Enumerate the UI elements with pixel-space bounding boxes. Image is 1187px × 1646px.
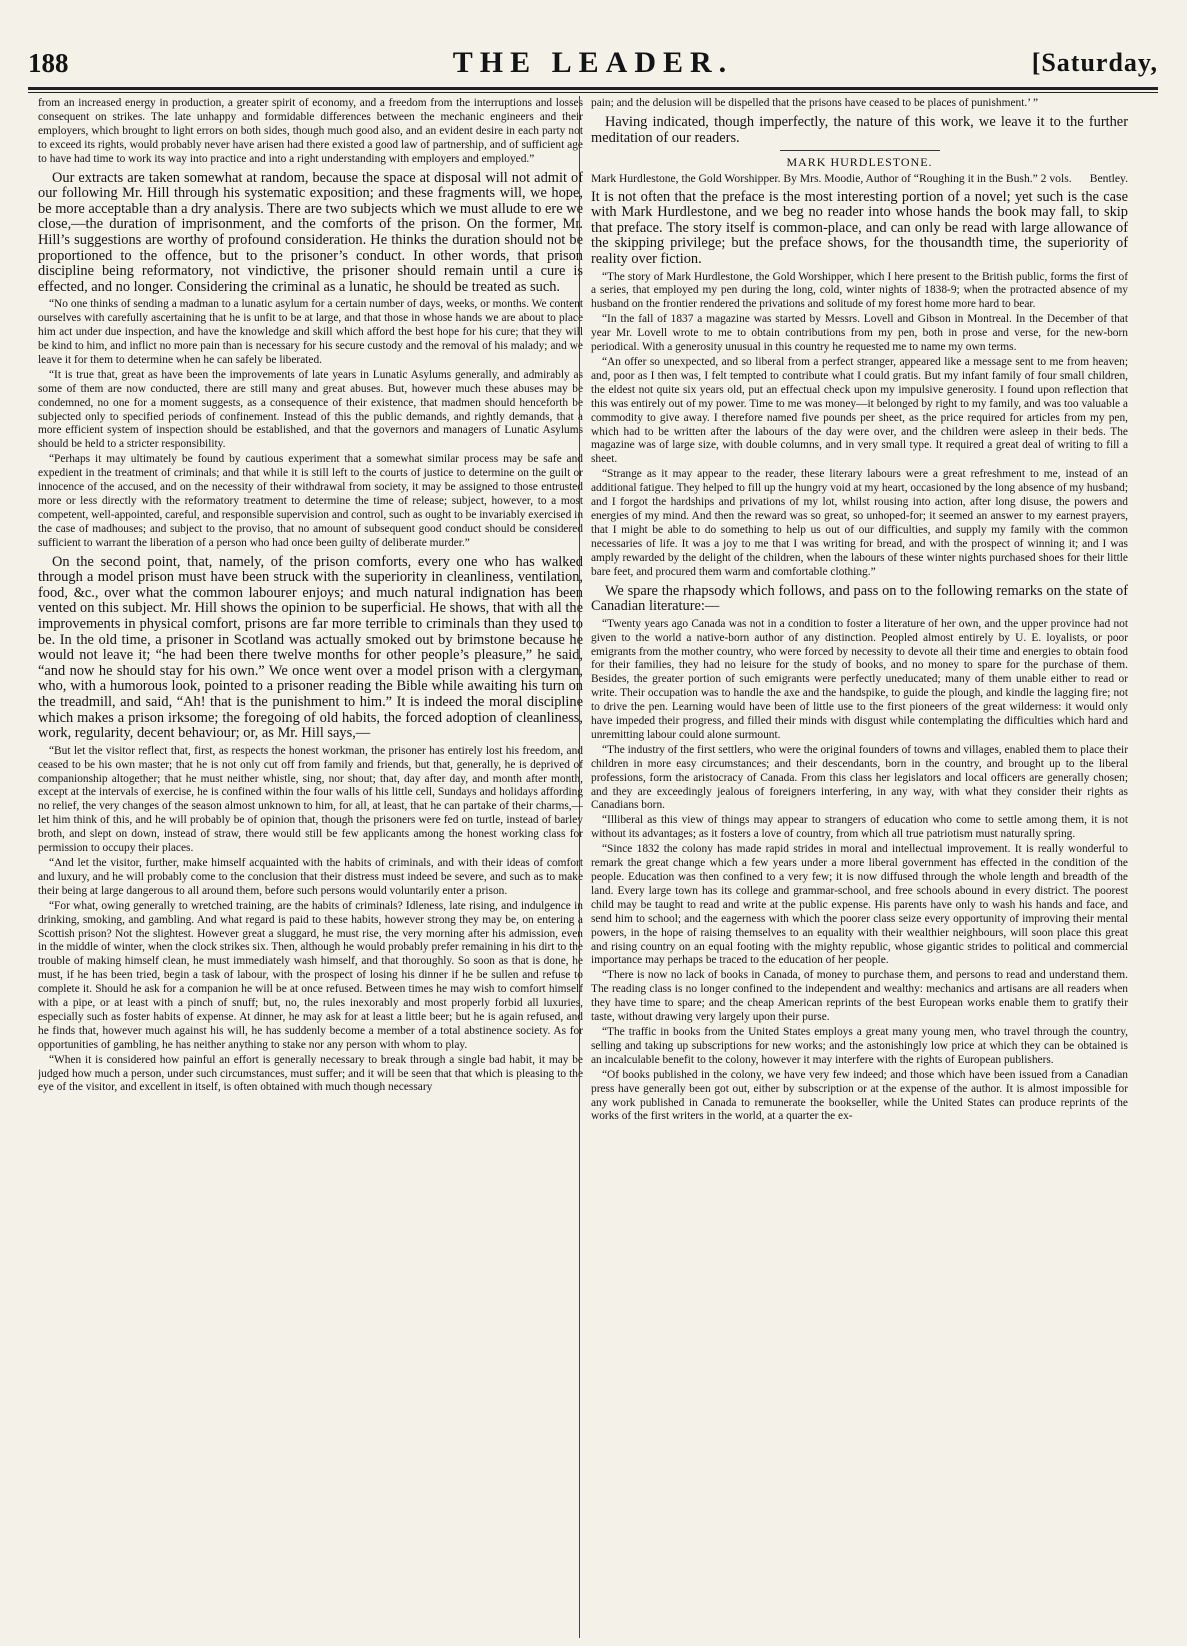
quoted-paragraph: “Perhaps it may ultimately be found by cautious experiment that a somewhat similar process may be safe and expedient in the treatment of criminals; and that while it is still left to the courts of justice to determine on the guilt or innocence of the accused, and on the necessity of their withdrawal from society, it may be assigned to those entrusted more or less directly with the reformatory treatment to determine the time of release; subject, however, to a most competent, well-appointed, careful, and responsible supervision and control, such as ought to be invariably exercised in the case of madhouses; and subject to the proviso, that no amount of subsequent good conduct should be considered sufficient to warrant the liberation of a person who had once been guilty of deliberate murder.”	[38, 453, 583, 549]
body-paragraph: Having indicated, though imperfectly, the nature of this work, we leave it to the further meditation of our readers.	[591, 113, 1128, 146]
page-number: 188	[28, 48, 69, 78]
quoted-paragraph: “In the fall of 1837 a magazine was started by Messrs. Lovell and Gibson in Montreal. In the December of that year Mr. Lovell wrote to me to obtain contributions from my pen, both in prose and verse, for the new-born periodical. With a generosity unusual in this country he requested me to name my own terms.	[591, 313, 1128, 354]
quoted-paragraph: “Since 1832 the colony has made rapid strides in moral and intellectual improvement. It is really wonderful to remark the great change which a few years under a more liberal government has effected in the condition of the people. Education was then confined to a very few; it is now diffused through the whole length and breadth of the land. Every large town has its college and grammar-school, and free schools abound in every district. The poorest child may be taught to read and write at the public expense. His parents have only to wash his hands and face, and send him to school; and the eagerness with which the poorer class seize every opportunity of improving their mental powers, in the hope of raising themselves to an equality with their wealthier neighbours, will soon place this great and rising country on an equal footing with the mighty republic, whose gigantic strides to political and commercial importance may perhaps be traced to the education of her people.	[591, 843, 1128, 967]
quoted-paragraph: pain; and the delusion will be dispelled that the prisons have ceased to be places of punishment.’ ”	[591, 97, 1039, 109]
quoted-paragraph: “Illiberal as this view of things may appear to strangers of education who come to settle among them, it is not without its advantages; as it fosters a love of country, from which all true patriotism must naturally spring.	[591, 814, 1128, 841]
left-column	[38, 97, 583, 1637]
newspaper-title: THE LEADER.	[452, 46, 734, 79]
right-column	[591, 97, 1128, 1637]
book-title-line: Mark Hurdlestone, the Gold Worshipper. By Mrs. Moodie, Author of “Roughing it in the Bush.” 2 vols.	[591, 172, 1072, 186]
body-paragraph: Our extracts are taken somewhat at random, because the space at disposal will not admit of our following Mr. Hill through his systematic exposition; and these fragments will, we hope, be more acceptable than a dry analysis. There are two subjects which we must allude to ere we close,—the duration of imprisonment, and the comforts of the prison. On the former, Mr. Hill’s suggestions are worthy of profound consideration. He thinks the duration should not be proportioned to the offence, but to the prisoner’s conduct. In other words, that prison discipline being reformatory, not vindictive, the prisoner should remain until a cure is effected, and no longer. Considering the criminal as a lunatic, he should be treated as such.	[38, 169, 583, 295]
body-paragraph: It is not often that the preface is the most interesting portion of a novel; yet such is the case with Mark Hurdlestone, and we beg no reader into whose hands the book may fall, to skip that preface. The story itself is common-place, and can only be read with large allowance of the skipping privilege; but the preface shows, for the thousandth time, the superiority of reality over fiction.	[591, 188, 1128, 267]
masthead	[28, 48, 1158, 88]
quoted-paragraph: “An offer so unexpected, and so liberal from a perfect stranger, appeared like a message sent to me from heaven; and, poor as I then was, I felt tempted to contribute what I could gratis. But my infant family of four small children, the eldest not quite six years old, put an effectual check upon my impulsive generosity. I found upon reflection that this was entirely out of my power. Time to me was money—it belonged by right to my family, and was too valuable a commodity to give away. I therefore named five pounds per sheet, as the price required for articles from my pen, which had to be written after the labours of the day were over, and the children were asleep in their beds. The magazine was of large size, with double columns, and in very small type. It required a great deal of writing to fill a sheet.	[591, 356, 1128, 466]
quoted-paragraph: “Twenty years ago Canada was not in a condition to foster a literature of her own, and the upper province had not given to the world a native-born author of any distinction. Peopled almost entirely by U. E. loyalists, or poor emigrants from the mother country, who were forced by necessity to devote all their time and energies to obtain food for their families, they had no leisure for the study of books, and no money to spare for the purchase of them. Besides, the greater portion of such emigrants were perfectly uneducated; many of them unable either to read or write. Their occupation was to handle the axe and the handspike, to guide the plough, and kindle the lagging fire; not to drive the pen. Learning would have been of little use to the first pioneers of the great wilderness: it would only have impeded their progress, and filled their minds with disgust while contemplating the difficulties which hard and unremitting labour could alone surmount.	[591, 617, 1128, 741]
quoted-paragraph: from an increased energy in production, a greater spirit of economy, and a freedom from the interruptions and losses consequent on strikes. The late unhappy and formidable differences between the mechanic engineers and their employers, which brought to light errors on both sides, though much good also, and an evident desire in each party not to exceed its rights, would probably never have arisen had there existed a good law of partnership, and of sufficient age to have had time to work its way into practice and into a right understanding with employers and employed.”	[38, 97, 583, 165]
body-paragraph: On the second point, that, namely, of the prison comforts, every one who has walked through a model prison must have been struck with the superiority in cleanliness, ventilation, food, &c., over what the common labourer enjoys; and much natural indignation has been vented on this subject. Mr. Hill shows the opinion to be superficial. He shows, that with all the improvements in physical comfort, prisons are far more terrible to criminals than they used to be. In the old time, a prisoner in Scotland was actually smoked out by brimstone because he would not leave it; “he had been there twelve months for other people’s pleasure,” he said, “and now he should stay for his own.” We once went over a model prison with a clergyman, who, with a humorous look, pointed to a prisoner reading the Bible while awaiting his turn on the treadmill, and said, “Ah! that is the punishment to him.” It is indeed the moral discipline which makes a prison irksome; the foregoing of old habits, the forced adoption of cleanliness, work, regularity, decent behaviour; or, as Mr. Hill says,—	[38, 553, 583, 742]
quoted-paragraph: “And let the visitor, further, make himself acquainted with the habits of criminals, and with their ideas of comfort and luxury, and he will probably come to the conclusion that their distress must indeed be severe, and such as to make their being at large dangerous to all around them, before such persons would voluntarily enter a prison.	[38, 856, 583, 897]
quoted-paragraph: “There is now no lack of books in Canada, of money to purchase them, and persons to read and understand them. The reading class is no longer confined to the independent and wealthy: mechanics and artisans are all readers when they have time to spare; and the cheap American reprints of the best European works enable them to gratify their taste, without drawing very largely upon their purse.	[591, 969, 1128, 1024]
body-paragraph: We spare the rhapsody which follows, and pass on to the following remarks on the state of Canadian literature:—	[591, 582, 1128, 615]
quoted-paragraph: “The industry of the first settlers, who were the original founders of towns and villages, enabled them to place their children in more easy circumstances; and their descendants, born in the country, and brought up to the liberal professions, form the aristocracy of Canada. From this class her legislators and local officers are generally chosen; and they are exceedingly jealous of foreigners interfering, in any way, with what they consider their rights as Canadians born.	[591, 743, 1128, 812]
masthead-rule-thin	[28, 92, 1158, 93]
quoted-paragraph: “No one thinks of sending a madman to a lunatic asylum for a certain number of days, weeks, or months. We content ourselves with carefully ascertaining that he is unfit to be at large, and that those in whose hands we are about to place him act under due inspection, and have the knowledge and skill which afford the best hope for his cure; that they will be kind to him, and inflict no more pain than is necessary for his secure custody and the removal of his malady; and we leave it for them to determine when he can safely be liberated.	[38, 298, 583, 366]
quoted-paragraph: “Strange as it may appear to the reader, these literary labours were a great refreshment to me, instead of an additional fatigue. They helped to fill up the hungry void at my heart, occasioned by the long absence of my husband; and I forgot the hardships and privations of my lot, whilst rousing into action, after long disuse, the powers and energies of my mind. And then the reward was so great, so unhoped-for; it seemed an answer to my earnest prayers, that I might be able to do something to help us out of our difficulties, and supply my family with the common necessaries of life. It was a joy to me that I was writing for bread, and with the prospect of winning it; and I was amply rewarded by the delight of the children, when the labours of these winter nights purchased shoes for their little bare feet, and procured them warm and comfortable clothing.”	[591, 468, 1128, 578]
book-citation	[591, 172, 1128, 186]
book-publisher: Bentley.	[1089, 172, 1128, 186]
quoted-paragraph: “For what, owing generally to wretched training, are the habits of criminals? Idleness, late rising, and indulgence in drinking, smoking, and gambling. And what regard is paid to these habits, however strong they may be, on entering a Scottish prison? Not the slightest. However great a sluggard, he must rise, the very morning after his admission, even in the middle of winter, when the clock strikes six. Then, although he would probably prefer remaining in his dirt to the trouble of making himself clean, he must immediately wash himself, and that thoroughly. So soon as that is done, he must, if he has been tried, begin a task of labour, with the prospect of losing his dinner if he be sullen and refuse to complete it. Should he ask for a companion he will be at once refused. Between times he may wish to comfort himself with a pipe, or at least with a pinch of snuff; but, no, the rules inexorably and most properly forbid all luxuries, especially such as foster habits of expense. At dinner, he may ask for at least a little beer; but he is again refused, and he finds that, however much against his will, he has suddenly become a member of a total abstinence society. As for opportunities of gambling, he has neither anything to stake nor any person with whom to play.	[38, 899, 583, 1051]
column-divider	[579, 96, 580, 1638]
quoted-paragraph: “When it is considered how painful an effort is generally necessary to break through a single bad habit, it may be judged how much a person, under such circumstances, must suffer; and it will be seen that that which is pleasing to the eye of the visitor, and excellent in itself, is often obtained with much though necessary	[38, 1053, 583, 1094]
review-title: MARK HURDLESTONE.	[786, 155, 933, 170]
quoted-paragraph: “The story of Mark Hurdlestone, the Gold Worshipper, which I here present to the British public, forms the first of a series, that employed my pen during the long, cold, winter nights of 1838-9; when the protracted absence of my husband on the frontier rendered the privations and solitude of my forest home more hard to bear.	[591, 270, 1128, 311]
quoted-paragraph: “It is true that, great as have been the improvements of late years in Lunatic Asylums generally, and admirably as some of them are now conducted, there are still many and great abuses. But, however much these abuses may be condemned, no one for a moment suggests, as a consequence of their existence, that madmen should henceforth be subjected only to specified periods of confinement. Instead of this the public demands, and rightly demands, that a more efficient system of inspection should be established, and that the governors and managers of Lunatic Asylums should be held to a stricter responsibility.	[38, 368, 583, 451]
quoted-paragraph: “The traffic in books from the United States employs a great many young men, who travel through the country, selling and taking up subscriptions for new works; and the astonishingly low price at which they can be obtained is an incalculable benefit to the colony, however it may interfere with the rights of European publishers.	[591, 1025, 1128, 1066]
quoted-paragraph: “But let the visitor reflect that, first, as respects the honest workman, the prisoner has entirely lost his freedom, and ceased to be his own master; that he is not only cut off from family and friends, but that, generally, he is deprived of companionship altogether; that he must neither whistle, sing, nor shout; that, day after day, and month after month, except at the intervals of exercise, he is confined within the four walls of his little cell, Sundays and holidays affording no relief, the very changes of the season almost unknown to him, for all, at least, that he can partake of their charms,—let him think of this, and he will probably be of opinion that, though the prisoners were fed on turtle, instead of barley broth, and slept on down, instead of straw, there would still be few applicants among the honest working class for permission to occupy their places.	[38, 744, 583, 855]
quoted-paragraph: “Of books published in the colony, we have very few indeed; and those which have been issued from a Canadian press have generally been got out, either by subscription or at the expense of the author. It is almost impossible for any work published in Canada to remunerate the bookseller, while the United States can produce reprints of the works of the first writers in the world, at a quarter the ex-	[591, 1068, 1128, 1123]
issue-day: [Saturday,	[1031, 48, 1158, 77]
masthead-rule-thick	[28, 87, 1158, 90]
section-divider	[780, 150, 940, 151]
